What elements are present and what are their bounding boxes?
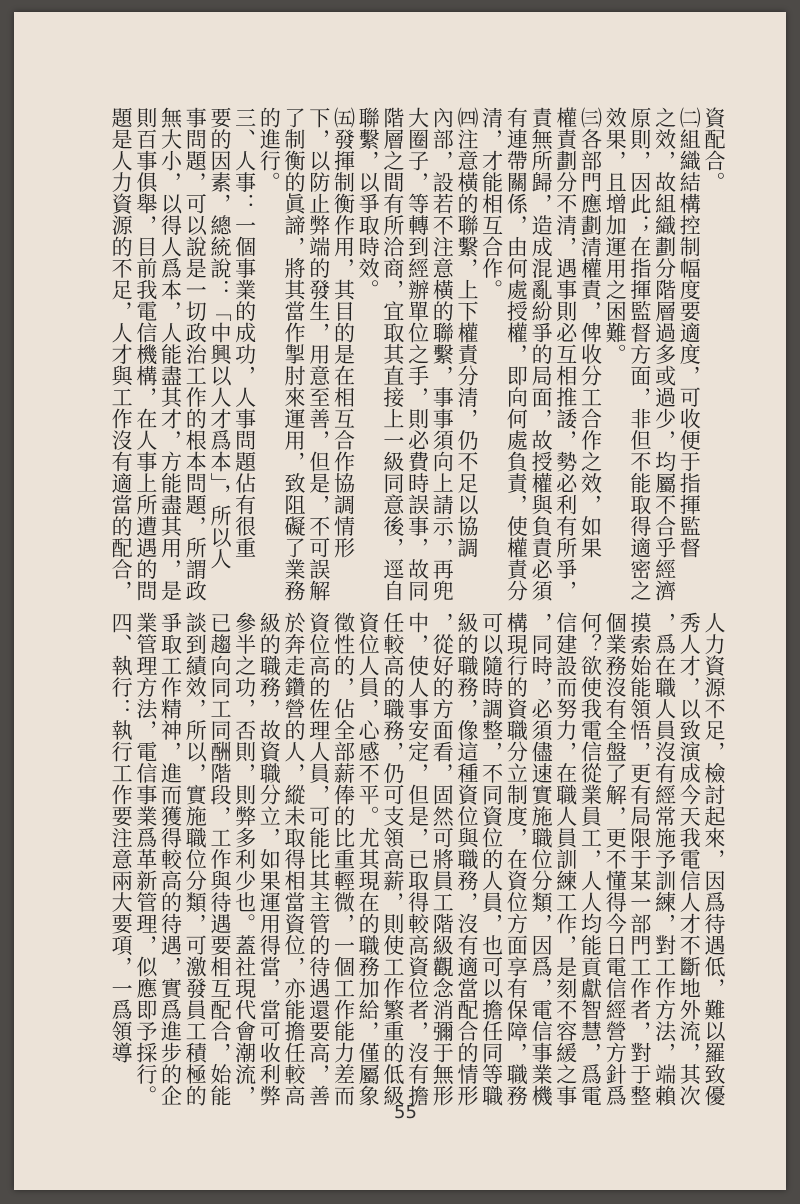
text-line: 資位高的佐理人員，可能比其主管的待遇還要高，善 bbox=[306, 612, 331, 1107]
text-line: 級的職務，像這種資位與職務，沒有適當配合的情形 bbox=[454, 612, 479, 1107]
text-line: 三、人事：一個事業的成功，人事問題佔有很重 bbox=[232, 107, 257, 559]
text-line: 於奔走鑽營的人，縱未取得相當資位，亦能擔任較高 bbox=[282, 612, 307, 1107]
page-number: 55 bbox=[394, 1102, 417, 1123]
text-line: 個業務沒有全盤了解，更不懂得今日電信經營方針爲 bbox=[603, 612, 628, 1107]
text-line: 人力資源不足，檢討起來，因爲待遇低，難以羅致優 bbox=[702, 612, 726, 1107]
text-line: 的進行。 bbox=[257, 107, 282, 193]
text-line: 內部，設若不注意橫的聯繫，事事須向上請示，再兜 bbox=[430, 107, 455, 602]
text-line: 級的職務，故資職分立，如果運用得當，當可收利弊 bbox=[257, 612, 282, 1107]
text-line: 已趨向同工同酬階段，工作與待遇要相互配合，始能 bbox=[207, 612, 232, 1107]
text-line: 原則，因此；在指揮監督方面，非但不能取得適密之 bbox=[627, 107, 652, 602]
text-line: ㈤發揮制衡作用，其目的是在相互合作協調情形 bbox=[331, 107, 356, 559]
text-line: ㈣注意橫的聯繫，上下權責分清，仍不足以協調 bbox=[454, 107, 479, 559]
text-line: 資配合。 bbox=[702, 107, 726, 193]
text-line: 爭取工作精神，進而獲得較高的待遇，實爲進步的企 bbox=[158, 612, 183, 1107]
text-line: 要的因素，總統說：「中興以人才爲本」，所以人 bbox=[207, 107, 232, 570]
text-line: 何？欲使我電信從業員工，人人均能貢獻智慧，爲電 bbox=[578, 612, 603, 1107]
text-line: 可以隨時調整，不同資位的人員，也可以擔任同等職 bbox=[479, 612, 504, 1107]
text-line: 資位人員，心感不平。尤其現在的職務加給，僅屬象 bbox=[356, 612, 381, 1107]
text-line: 權責劃分不清，遇事則必互相推諉，勢必利有所爭， bbox=[553, 107, 578, 602]
text-line: ，從好的方面看，固然可將員工階級觀念消彌于無形 bbox=[430, 612, 455, 1107]
text-line: 清，才能相互合作。 bbox=[479, 107, 504, 301]
text-line: 任較高的職務，仍可支領高薪，則使工作繁重的低級 bbox=[380, 612, 405, 1107]
text-line: 談到績效，所以，實施職位分類，可激發員工積極的 bbox=[183, 612, 208, 1107]
text-line: 參半之功，否則，則弊多利少也。蓋社現代會潮流， bbox=[232, 612, 257, 1107]
text-line: ，爲在職人員沒有經常施予訓練，對工作方法，端賴 bbox=[652, 612, 677, 1107]
text-line: 了制衡的眞諦，將其當作掣肘來運用，致阻礙了業務 bbox=[282, 107, 307, 602]
text-line: ㈡組織結構控制幅度要適度，可收便于指揮監督 bbox=[677, 107, 702, 559]
text-line: 聯繫，以爭取時效。 bbox=[356, 107, 381, 301]
lower-text-block bbox=[108, 612, 726, 1107]
text-line: 責無所歸，造成混亂紛爭的局面，故授權與負責必須 bbox=[529, 107, 554, 602]
text-line: 無大小，以得人爲本，人能盡其才，方能盡其用，是 bbox=[158, 107, 183, 602]
text-line: 之效，故組織劃分階層過多或過少，均屬不合乎經濟 bbox=[652, 107, 677, 602]
text-line: 構現行的資職分立制度，在資位方面享有保障，職務 bbox=[504, 612, 529, 1107]
text-line: 業管理方法，電信事業爲革新管理，似應即予採行。 bbox=[133, 612, 158, 1107]
text-line: 題是人力資源的不足，人才與工作沒有適當的配合， bbox=[109, 107, 134, 602]
text-line: 徵性的，佔全部薪俸的比重輕微，一個工作能力差而 bbox=[331, 612, 356, 1107]
text-line: ㈢各部門應劃清權責，俾收分工合作之效，如果 bbox=[578, 107, 603, 559]
text-line: ，同時，必須儘速實施職位分類，因爲，電信事業機 bbox=[529, 612, 554, 1107]
text-line: 四、執行：執行工作要注意兩大要項，一爲領導 bbox=[109, 612, 134, 1064]
text-line: 中，使人事安定，但是，已取得較高資位者，沒有擔 bbox=[405, 612, 430, 1107]
text-line: 摸索始能領悟，更有局限于某一部門工作者，對于整 bbox=[627, 612, 652, 1107]
text-line: 效果，且增加運用之困難。 bbox=[603, 107, 628, 365]
book-page bbox=[14, 12, 786, 1190]
upper-text-block bbox=[108, 107, 726, 602]
text-line: 有連帶關係，由何處授權，即向何處負責，使權責分 bbox=[504, 107, 529, 602]
text-line: 秀人才，以致演成今天我電信人才不斷地外流，其次 bbox=[677, 612, 702, 1107]
text-line: 信建設而努力，在職人員訓練工作，是刻不容緩之事 bbox=[553, 612, 578, 1107]
text-line: 下，以防止弊端的發生，用意至善，但是，不可誤解 bbox=[306, 107, 331, 602]
text-line: 大圈子，等轉到經辦單位之手，則必費時誤事，故同 bbox=[405, 107, 430, 602]
text-line: 階層之間有所洽商，宜取其直接上一級同意後，逕自 bbox=[380, 107, 405, 602]
text-line: 事問題，可以說是一切政治工作的根本問題，所謂政 bbox=[183, 107, 208, 602]
text-line: 則百事俱舉，目前我電信機構，在人事上所遭遇的問 bbox=[133, 107, 158, 602]
